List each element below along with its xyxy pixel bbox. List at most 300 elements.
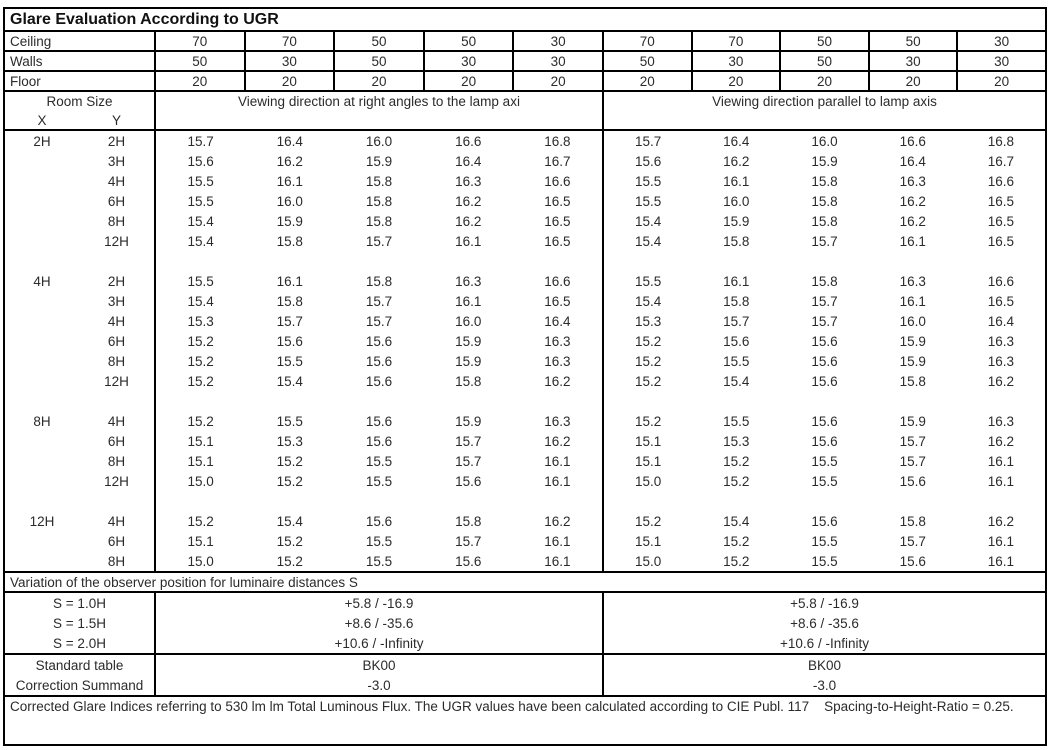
ugr-value-cell: 16.1 [544, 453, 571, 469]
summary-row [5, 655, 1045, 675]
ugr-value-cell: 15.8 [899, 373, 926, 389]
ugr-value-cell [513, 251, 602, 271]
ugr-value-cell [692, 491, 780, 511]
room-size-y-label: 12H [104, 473, 129, 489]
left-value-group [154, 531, 602, 551]
surface-value-cell: 50 [639, 53, 655, 69]
ugr-value-cell [780, 391, 868, 411]
surface-value-cell: 20 [423, 72, 513, 90]
surface-value-cell: 20 [333, 72, 423, 90]
surface-value-cell: 20 [512, 72, 602, 90]
surface-row [5, 50, 1045, 70]
ugr-value-cell [869, 491, 957, 511]
surface-value-cell: 50 [423, 32, 513, 50]
left-value-group [154, 471, 602, 491]
surface-value-cell: 70 [639, 33, 655, 49]
surface-value-cell: 50 [333, 52, 423, 70]
room-size-x-label [5, 211, 79, 231]
surface-value-cell: 50 [333, 32, 423, 50]
right-value-group [602, 491, 1045, 511]
ugr-value-cell: 16.2 [987, 433, 1015, 449]
ugr-value-cell [245, 391, 334, 411]
room-size-x-label [5, 291, 79, 311]
room-size-y-label: 2H [107, 133, 126, 149]
room-size-x-label [5, 331, 79, 351]
right-value-group [602, 291, 1045, 311]
ugr-value-cell: 16.2 [899, 193, 926, 209]
ugr-table-row [5, 191, 1045, 211]
ugr-value-cell: 15.6 [365, 433, 393, 449]
ugr-value-cell: 16.6 [544, 173, 571, 189]
ugr-value-cell: 15.2 [276, 453, 303, 469]
ugr-value-cell [156, 251, 245, 271]
ugr-value-cell: 15.7 [634, 133, 662, 149]
ugr-value-cell: 15.7 [811, 313, 838, 329]
ugr-table-row [5, 271, 1045, 291]
surface-value-cell: 30 [691, 52, 780, 70]
ugr-value-cell: 15.6 [811, 413, 838, 429]
left-value-group [154, 291, 602, 311]
ugr-value-cell [604, 251, 692, 271]
ugr-value-cell: 15.7 [365, 293, 393, 309]
ugr-value-cell: 16.3 [899, 173, 926, 189]
summary-right-value: BK00 [602, 655, 1045, 675]
room-size-x-label [5, 171, 79, 191]
ugr-value-cell: 16.2 [987, 373, 1015, 389]
ugr-table-row [5, 431, 1045, 451]
left-value-group [154, 271, 602, 291]
ugr-value-cell: 15.7 [276, 313, 303, 329]
surface-value-cell: 30 [956, 52, 1045, 70]
ugr-value-cell: 15.9 [899, 333, 926, 349]
ugr-value-cell: 15.6 [899, 553, 926, 569]
surface-value-cell: 30 [956, 32, 1045, 50]
variation-left-value: +5.8 / -16.9 [154, 593, 602, 613]
ugr-value-cell: 15.2 [187, 373, 214, 389]
ugr-value-cell: 15.6 [365, 513, 393, 529]
left-value-group [154, 151, 602, 171]
ugr-value-cell: 15.2 [276, 473, 303, 489]
ugr-value-cell: 16.1 [544, 533, 571, 549]
room-size-x-label: 8H [33, 413, 51, 429]
ugr-value-cell: 15.3 [634, 313, 662, 329]
room-size-label: Room Size [46, 94, 113, 109]
surface-value-cell: 20 [779, 72, 868, 90]
room-size-x-label [5, 351, 79, 371]
right-value-group [602, 211, 1045, 231]
ugr-value-cell [869, 251, 957, 271]
ugr-value-cell: 16.3 [899, 273, 926, 289]
ugr-value-cell [604, 491, 692, 511]
ugr-table-row [5, 411, 1045, 431]
ugr-value-cell: 15.8 [723, 233, 750, 249]
ugr-table-row [5, 351, 1045, 371]
ugr-value-cell: 16.5 [987, 193, 1015, 209]
left-value-group [154, 351, 602, 371]
ugr-table-row [5, 551, 1045, 571]
ugr-value-cell: 15.6 [811, 513, 838, 529]
ugr-value-cell: 15.9 [455, 333, 482, 349]
ugr-value-cell: 16.1 [544, 553, 571, 569]
ugr-value-cell: 15.5 [187, 273, 214, 289]
room-size-y-label: 4H [107, 413, 126, 429]
ugr-value-cell: 16.3 [987, 353, 1015, 369]
ugr-value-cell: 16.8 [987, 133, 1015, 149]
ugr-value-cell [780, 491, 868, 511]
surface-row-label: Ceiling [10, 33, 52, 49]
ugr-value-cell: 15.8 [455, 513, 482, 529]
ugr-table-row [5, 491, 1045, 511]
ugr-value-cell [156, 491, 245, 511]
ugr-value-cell: 16.2 [723, 153, 750, 169]
right-value-group [602, 471, 1045, 491]
ugr-table-row [5, 511, 1045, 531]
room-size-x-label [5, 311, 79, 331]
left-value-group [154, 331, 602, 351]
ugr-value-cell: 15.4 [187, 293, 214, 309]
variation-row-label: S = 1.5H [53, 615, 106, 631]
ugr-value-cell: 15.8 [811, 273, 838, 289]
right-value-group [602, 52, 1045, 70]
ugr-value-cell: 15.3 [723, 433, 750, 449]
ugr-value-cell: 15.6 [811, 353, 838, 369]
ugr-table-row [5, 131, 1045, 151]
ugr-value-cell: 15.8 [276, 293, 303, 309]
ugr-value-cell: 16.5 [987, 233, 1015, 249]
ugr-value-cell: 16.1 [276, 173, 303, 189]
ugr-value-cell [692, 251, 780, 271]
ugr-value-cell: 16.0 [723, 193, 750, 209]
ugr-value-cell: 16.3 [544, 353, 571, 369]
ugr-value-cell: 15.8 [365, 273, 393, 289]
ugr-value-cell: 16.3 [987, 333, 1015, 349]
surface-value-cell: 30 [512, 52, 602, 70]
ugr-value-cell: 15.9 [365, 153, 393, 169]
summary-section [5, 653, 1045, 695]
ugr-value-cell: 15.9 [455, 413, 482, 429]
ugr-value-cell: 15.5 [811, 453, 838, 469]
ugr-value-cell: 15.9 [899, 413, 926, 429]
ugr-value-cell [334, 251, 423, 271]
ugr-value-cell: 15.4 [634, 233, 662, 249]
ugr-value-cell: 16.4 [899, 153, 926, 169]
ugr-value-cell: 15.2 [187, 353, 214, 369]
room-size-y-label: 4H [107, 173, 126, 189]
left-value-group [154, 511, 602, 531]
ugr-value-cell: 16.2 [544, 433, 571, 449]
ugr-value-cell: 15.8 [811, 173, 838, 189]
surface-row [5, 30, 1045, 50]
right-value-group [602, 32, 1045, 50]
ugr-value-cell: 16.5 [544, 213, 571, 229]
ugr-value-cell: 15.5 [365, 453, 393, 469]
ugr-value-cell: 15.1 [634, 433, 662, 449]
ugr-value-cell: 16.2 [276, 153, 303, 169]
summary-right-value: -3.0 [602, 675, 1045, 695]
room-size-y-label: 3H [107, 293, 126, 309]
ugr-value-cell: 15.5 [811, 553, 838, 569]
room-size-x-label [5, 531, 79, 551]
ugr-table-row [5, 471, 1045, 491]
ugr-value-cell: 15.6 [365, 373, 393, 389]
room-size-y-label [79, 251, 154, 271]
x-column-header: X [37, 112, 47, 128]
ugr-value-cell: 15.6 [365, 333, 393, 349]
ugr-value-cell [245, 491, 334, 511]
right-value-group [602, 311, 1045, 331]
ugr-value-cell: 15.6 [187, 153, 214, 169]
ugr-value-cell: 16.2 [544, 513, 571, 529]
left-value-group [154, 451, 602, 471]
viewing-direction-parallel-header: Viewing direction parallel to lamp axis [602, 92, 1045, 129]
ugr-value-cell: 15.8 [365, 213, 393, 229]
room-size-y-label: 6H [107, 533, 126, 549]
ugr-value-cell: 15.4 [634, 293, 662, 309]
variation-row [5, 633, 1045, 653]
ugr-table-row [5, 311, 1045, 331]
ugr-value-cell: 15.2 [723, 473, 750, 489]
room-size-x-label: 12H [29, 513, 55, 529]
ugr-value-cell [780, 251, 868, 271]
ugr-value-cell: 16.4 [544, 313, 571, 329]
room-size-y-label: 8H [107, 553, 126, 569]
variation-section-title: Variation of the observer position for luminaire distances S [5, 571, 1045, 591]
ugr-value-cell: 16.6 [899, 133, 926, 149]
variation-right-value: +8.6 / -35.6 [602, 613, 1045, 633]
left-value-group [154, 32, 602, 50]
variation-row [5, 613, 1045, 633]
left-value-group [154, 211, 602, 231]
ugr-value-cell: 16.3 [987, 413, 1015, 429]
ugr-value-cell: 16.6 [455, 133, 482, 149]
ugr-value-cell: 15.7 [899, 533, 926, 549]
room-size-x-label [5, 231, 79, 251]
variation-left-value: +10.6 / -Infinity [154, 633, 602, 653]
footer-note: Corrected Glare Indices referring to 530 lm lm Total Luminous Flux. The UGR values have been calculated according to CIE Publ. 117 Spacing-to-Height-Ratio = 0.25. [5, 695, 1045, 744]
ugr-value-cell: 16.6 [987, 173, 1015, 189]
ugr-value-cell: 16.6 [544, 273, 571, 289]
room-size-y-label: 3H [107, 153, 126, 169]
ugr-value-cell: 15.6 [811, 433, 838, 449]
surface-value-cell: 20 [192, 73, 208, 89]
ugr-value-cell: 15.2 [634, 353, 662, 369]
ugr-value-cell: 15.5 [276, 353, 303, 369]
left-value-group [154, 72, 602, 90]
ugr-value-cell: 15.6 [899, 473, 926, 489]
variation-row-label: S = 1.0H [53, 595, 106, 611]
room-size-header-cell [5, 92, 154, 129]
surface-value-cell: 50 [779, 32, 868, 50]
ugr-value-cell: 15.1 [187, 453, 214, 469]
right-value-group [602, 351, 1045, 371]
ugr-value-cell: 15.2 [187, 413, 214, 429]
ugr-value-cell: 15.0 [187, 473, 214, 489]
ugr-value-cell [604, 391, 692, 411]
right-value-group [602, 551, 1045, 571]
surface-value-cell: 20 [691, 72, 780, 90]
ugr-value-cell: 16.1 [455, 233, 482, 249]
ugr-value-cell [869, 391, 957, 411]
ugr-value-cell: 15.3 [276, 433, 303, 449]
surface-value-cell: 30 [244, 52, 334, 70]
ugr-value-cell: 15.7 [365, 233, 393, 249]
ugr-value-cell: 16.0 [276, 193, 303, 209]
ugr-value-cell: 15.9 [899, 353, 926, 369]
ugr-value-cell: 16.5 [987, 213, 1015, 229]
left-value-group [154, 551, 602, 571]
ugr-value-cell: 15.5 [365, 533, 393, 549]
ugr-value-cell: 16.1 [544, 473, 571, 489]
ugr-value-cell: 16.3 [455, 273, 482, 289]
ugr-value-cell: 16.4 [455, 153, 482, 169]
surface-value-cell: 30 [868, 52, 957, 70]
room-size-y-label [79, 491, 154, 511]
room-size-x-label [5, 431, 79, 451]
ugr-value-cell: 16.1 [987, 473, 1015, 489]
right-value-group [602, 511, 1045, 531]
summary-left-value: -3.0 [154, 675, 602, 695]
page-title: Glare Evaluation According to UGR [10, 10, 279, 28]
ugr-value-cell: 15.6 [365, 353, 393, 369]
room-size-x-label [5, 191, 79, 211]
room-size-y-label: 4H [107, 513, 126, 529]
right-value-group [602, 411, 1045, 431]
ugr-value-cell: 15.7 [811, 293, 838, 309]
ugr-value-cell: 15.2 [723, 553, 750, 569]
room-size-x-label [5, 371, 79, 391]
right-value-group [602, 531, 1045, 551]
ugr-value-cell: 15.5 [723, 353, 750, 369]
summary-left-value: BK00 [154, 655, 602, 675]
ugr-value-cell: 15.4 [276, 373, 303, 389]
room-size-x-label [5, 451, 79, 471]
ugr-value-cell: 16.7 [987, 153, 1015, 169]
surface-value-cell: 20 [244, 72, 334, 90]
ugr-value-cell: 15.6 [455, 473, 482, 489]
ugr-value-cell: 16.0 [365, 133, 393, 149]
ugr-value-cell: 16.7 [544, 153, 571, 169]
left-value-group [154, 311, 602, 331]
ugr-value-cell: 15.7 [723, 313, 750, 329]
ugr-value-cell: 15.8 [365, 193, 393, 209]
ugr-value-cell: 15.1 [187, 533, 214, 549]
ugr-value-cell: 15.8 [899, 513, 926, 529]
room-size-x-label: 2H [33, 133, 51, 149]
surface-row-label: Walls [10, 53, 43, 69]
ugr-value-cell: 16.1 [276, 273, 303, 289]
right-value-group [602, 451, 1045, 471]
ugr-value-cell [424, 251, 513, 271]
ugr-value-cell [156, 391, 245, 411]
ugr-value-cell: 15.7 [455, 433, 482, 449]
room-size-y-label: 8H [107, 353, 126, 369]
right-value-group [602, 271, 1045, 291]
ugr-value-cell: 15.8 [723, 293, 750, 309]
ugr-table-row [5, 391, 1045, 411]
ugr-value-cell: 15.8 [811, 193, 838, 209]
table-header-row [5, 90, 1045, 129]
ugr-value-cell: 16.2 [899, 213, 926, 229]
room-size-x-label [5, 471, 79, 491]
right-value-group [602, 72, 1045, 90]
room-size-y-label [79, 391, 154, 411]
ugr-value-cell [424, 391, 513, 411]
right-value-group [602, 251, 1045, 271]
ugr-table-row [5, 231, 1045, 251]
ugr-value-cell: 15.0 [187, 553, 214, 569]
ugr-value-cell: 15.2 [634, 373, 662, 389]
room-size-x-label: 4H [33, 273, 51, 289]
left-value-group [154, 231, 602, 251]
right-value-group [602, 391, 1045, 411]
ugr-value-cell: 15.4 [723, 373, 750, 389]
ugr-value-cell: 15.8 [455, 373, 482, 389]
right-value-group [602, 151, 1045, 171]
surface-value-cell: 50 [779, 52, 868, 70]
ugr-value-cell: 15.2 [187, 333, 214, 349]
ugr-value-cell: 15.7 [899, 433, 926, 449]
surface-value-cell: 50 [192, 53, 208, 69]
ugr-value-cell: 16.4 [987, 313, 1015, 329]
ugr-table-row [5, 171, 1045, 191]
summary-row [5, 675, 1045, 695]
ugr-value-cell: 15.0 [634, 553, 662, 569]
room-size-x-label [5, 251, 79, 271]
surface-value-cell: 30 [423, 52, 513, 70]
ugr-value-cell: 15.2 [276, 553, 303, 569]
ugr-value-cell: 16.1 [987, 453, 1015, 469]
ugr-value-cell: 15.5 [365, 473, 393, 489]
ugr-value-cell [692, 391, 780, 411]
variation-right-value: +5.8 / -16.9 [602, 593, 1045, 613]
left-value-group [154, 371, 602, 391]
surface-row-label: Floor [10, 73, 41, 89]
ugr-value-cell: 15.5 [634, 193, 662, 209]
ugr-value-cell: 15.5 [811, 473, 838, 489]
y-column-header: Y [111, 112, 121, 128]
ugr-value-cell: 15.4 [187, 233, 214, 249]
right-value-group [602, 131, 1045, 151]
ugr-value-cell: 15.7 [899, 453, 926, 469]
left-value-group [154, 391, 602, 411]
ugr-value-cell: 16.1 [987, 533, 1015, 549]
ugr-value-cell [334, 491, 423, 511]
room-size-y-label: 12H [104, 373, 129, 389]
ugr-value-cell: 15.5 [634, 173, 662, 189]
ugr-value-cell: 16.3 [544, 413, 571, 429]
ugr-value-cell: 16.2 [544, 373, 571, 389]
ugr-value-cell: 15.1 [634, 533, 662, 549]
room-size-y-label: 6H [107, 333, 126, 349]
ugr-value-cell: 15.4 [276, 513, 303, 529]
ugr-table-row [5, 531, 1045, 551]
ugr-value-cell: 16.1 [987, 553, 1015, 569]
ugr-table-row [5, 371, 1045, 391]
room-size-x-label [5, 391, 79, 411]
right-value-group [602, 191, 1045, 211]
right-value-group [602, 171, 1045, 191]
ugr-value-cell: 16.0 [899, 313, 926, 329]
ugr-table-row [5, 151, 1045, 171]
ugr-value-cell: 15.6 [811, 373, 838, 389]
ugr-value-cell: 15.7 [187, 133, 214, 149]
surface-value-cell: 20 [639, 73, 655, 89]
ugr-value-cell: 15.8 [811, 213, 838, 229]
ugr-value-cell: 16.5 [544, 233, 571, 249]
ugr-value-cell: 15.2 [276, 533, 303, 549]
ugr-value-cell: 15.5 [187, 193, 214, 209]
ugr-value-cell: 15.7 [811, 233, 838, 249]
